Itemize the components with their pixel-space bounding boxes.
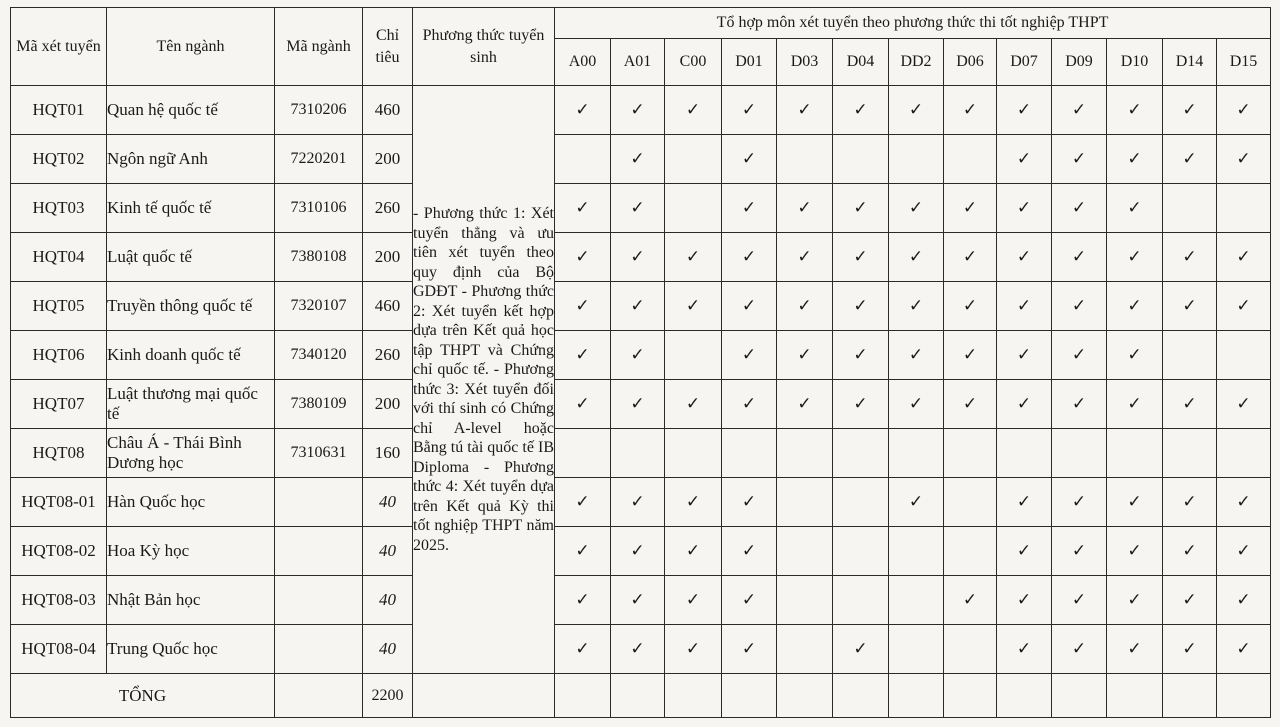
admission-code: HQT08-02 [11,527,107,576]
empty-cell [1217,331,1271,380]
check-icon: ✓ [833,184,889,233]
empty-cell [722,674,777,718]
empty-cell [275,674,363,718]
admission-code: HQT01 [11,86,107,135]
check-icon: ✓ [889,86,944,135]
empty-cell [1107,674,1163,718]
empty-cell [1217,674,1271,718]
check-icon: ✓ [833,282,889,331]
check-icon: ✓ [1052,282,1107,331]
check-icon: ✓ [1163,527,1217,576]
empty-cell [1163,331,1217,380]
check-icon: ✓ [944,233,997,282]
check-icon: ✓ [611,184,665,233]
check-icon: ✓ [1163,576,1217,625]
empty-cell [997,674,1052,718]
admission-code: HQT08-01 [11,478,107,527]
check-icon: ✓ [722,86,777,135]
check-icon: ✓ [665,527,722,576]
check-icon: ✓ [1217,478,1271,527]
admission-code: HQT04 [11,233,107,282]
check-icon: ✓ [889,282,944,331]
header-combo-d04: D04 [833,39,889,86]
check-icon: ✓ [1107,527,1163,576]
check-icon: ✓ [1107,625,1163,674]
check-icon: ✓ [555,282,611,331]
admission-code: HQT08-04 [11,625,107,674]
quota: 200 [363,135,413,184]
quota: 260 [363,184,413,233]
check-icon: ✓ [665,233,722,282]
header-combo-d09: D09 [1052,39,1107,86]
empty-cell [889,527,944,576]
empty-cell [1163,674,1217,718]
major-name: Truyền thông quốc tế [107,282,275,331]
check-icon: ✓ [1052,184,1107,233]
check-icon: ✓ [722,184,777,233]
empty-cell [555,135,611,184]
check-icon: ✓ [997,135,1052,184]
empty-cell [944,135,997,184]
header-combo-dd2: DD2 [889,39,944,86]
check-icon: ✓ [997,331,1052,380]
header-combo-d15: D15 [1217,39,1271,86]
major-code [275,527,363,576]
check-icon: ✓ [997,282,1052,331]
table-row [11,576,1271,625]
check-icon: ✓ [611,282,665,331]
check-icon: ✓ [889,478,944,527]
empty-cell [944,429,997,478]
check-icon: ✓ [1107,282,1163,331]
table-row [11,282,1271,331]
check-icon: ✓ [777,282,833,331]
check-icon: ✓ [777,184,833,233]
total-row [11,674,1271,718]
major-name: Châu Á - Thái Bình Dương học [107,429,275,478]
header-combo-c00: C00 [665,39,722,86]
check-icon: ✓ [777,233,833,282]
empty-cell [611,674,665,718]
major-name: Luật quốc tế [107,233,275,282]
check-icon: ✓ [997,478,1052,527]
header-combo-d06: D06 [944,39,997,86]
check-icon: ✓ [1052,625,1107,674]
check-icon: ✓ [997,527,1052,576]
check-icon: ✓ [722,625,777,674]
check-icon: ✓ [997,380,1052,429]
check-icon: ✓ [611,135,665,184]
check-icon: ✓ [1052,576,1107,625]
check-icon: ✓ [1052,380,1107,429]
empty-cell [665,135,722,184]
check-icon: ✓ [722,380,777,429]
check-icon: ✓ [555,625,611,674]
admission-code: HQT05 [11,282,107,331]
empty-cell [1217,429,1271,478]
check-icon: ✓ [1217,380,1271,429]
check-icon: ✓ [997,86,1052,135]
major-code: 7310631 [275,429,363,478]
major-name: Quan hệ quốc tế [107,86,275,135]
empty-cell [1163,429,1217,478]
check-icon: ✓ [555,576,611,625]
admission-methods: - Phương thức 1: Xét tuyển thẳng và ưu tiên xét tuyển theo quy định của Bộ GDĐT - Phương thức 2: Xét tuyển kết hợp dựa trên Kết quả học tập THPT và Chứng chỉ quốc tế. - Phương thức 3: Xét tuyển đối với thí sinh có Chứng chỉ A-level hoặc Bằng tú tài quốc tế IB Diploma - Phương thức 4: Xét tuyển dựa trên Kết quả Kỳ thi tốt nghiệp THPT năm 2025. [413,86,555,674]
check-icon: ✓ [889,380,944,429]
quota: 40 [363,625,413,674]
header-combo-d14: D14 [1163,39,1217,86]
check-icon: ✓ [1052,478,1107,527]
check-icon: ✓ [833,86,889,135]
check-icon: ✓ [722,331,777,380]
check-icon: ✓ [1217,527,1271,576]
check-icon: ✓ [1107,331,1163,380]
check-icon: ✓ [665,625,722,674]
empty-cell [777,576,833,625]
check-icon: ✓ [944,86,997,135]
check-icon: ✓ [833,331,889,380]
empty-cell [889,625,944,674]
check-icon: ✓ [997,184,1052,233]
check-icon: ✓ [1052,331,1107,380]
check-icon: ✓ [1107,478,1163,527]
check-icon: ✓ [611,527,665,576]
major-name: Ngôn ngữ Anh [107,135,275,184]
check-icon: ✓ [611,380,665,429]
major-code: 7310106 [275,184,363,233]
empty-cell [889,674,944,718]
check-icon: ✓ [611,86,665,135]
check-icon: ✓ [889,233,944,282]
check-icon: ✓ [611,478,665,527]
check-icon: ✓ [889,184,944,233]
header-to-hop: Tổ hợp môn xét tuyển theo phương thức thi tốt nghiệp THPT [555,8,1271,39]
check-icon: ✓ [997,625,1052,674]
quota: 40 [363,478,413,527]
empty-cell [1163,184,1217,233]
major-code: 7380109 [275,380,363,429]
empty-cell [777,625,833,674]
empty-cell [944,478,997,527]
check-icon: ✓ [1107,184,1163,233]
check-icon: ✓ [722,135,777,184]
check-icon: ✓ [1217,282,1271,331]
empty-cell [665,331,722,380]
check-icon: ✓ [1107,233,1163,282]
major-code [275,478,363,527]
empty-cell [1217,184,1271,233]
check-icon: ✓ [1217,625,1271,674]
major-name: Nhật Bản học [107,576,275,625]
admission-code: HQT02 [11,135,107,184]
check-icon: ✓ [1107,86,1163,135]
major-code [275,576,363,625]
check-icon: ✓ [555,527,611,576]
table-row [11,233,1271,282]
check-icon: ✓ [1107,576,1163,625]
major-code: 7310206 [275,86,363,135]
major-code: 7340120 [275,331,363,380]
check-icon: ✓ [1052,527,1107,576]
empty-cell [889,576,944,625]
empty-cell [722,429,777,478]
check-icon: ✓ [1217,233,1271,282]
check-icon: ✓ [722,478,777,527]
header-combo-d01: D01 [722,39,777,86]
quota: 460 [363,86,413,135]
header-combo-a01: A01 [611,39,665,86]
admissions-table [10,7,1271,718]
empty-cell [833,576,889,625]
check-icon: ✓ [611,331,665,380]
header-combo-a00: A00 [555,39,611,86]
check-icon: ✓ [555,233,611,282]
check-icon: ✓ [1163,625,1217,674]
check-icon: ✓ [665,86,722,135]
admission-code: HQT08 [11,429,107,478]
check-icon: ✓ [833,233,889,282]
check-icon: ✓ [997,233,1052,282]
check-icon: ✓ [889,331,944,380]
empty-cell [611,429,665,478]
total-label: TỔNG [11,674,275,718]
major-name: Luật thương mại quốc tế [107,380,275,429]
check-icon: ✓ [1107,135,1163,184]
empty-cell [555,674,611,718]
check-icon: ✓ [722,527,777,576]
table-row [11,86,1271,135]
check-icon: ✓ [611,625,665,674]
table-row [11,527,1271,576]
empty-cell [1052,429,1107,478]
check-icon: ✓ [777,86,833,135]
check-icon: ✓ [944,184,997,233]
major-name: Kinh tế quốc tế [107,184,275,233]
check-icon: ✓ [1163,478,1217,527]
check-icon: ✓ [1163,233,1217,282]
major-code [275,625,363,674]
empty-cell [833,527,889,576]
major-name: Kinh doanh quốc tế [107,331,275,380]
check-icon: ✓ [722,282,777,331]
check-icon: ✓ [722,233,777,282]
table-row [11,184,1271,233]
check-icon: ✓ [833,625,889,674]
header-ma-xet-tuyen: Mã xét tuyển [11,8,107,86]
check-icon: ✓ [944,380,997,429]
table-row [11,429,1271,478]
quota: 40 [363,576,413,625]
check-icon: ✓ [1163,282,1217,331]
header-phuong-thuc: Phương thức tuyển sinh [413,8,555,86]
check-icon: ✓ [1217,86,1271,135]
check-icon: ✓ [1107,380,1163,429]
major-code: 7380108 [275,233,363,282]
check-icon: ✓ [1163,86,1217,135]
check-icon: ✓ [665,380,722,429]
check-icon: ✓ [555,331,611,380]
check-icon: ✓ [555,184,611,233]
admission-code: HQT07 [11,380,107,429]
empty-cell [833,135,889,184]
empty-cell [777,674,833,718]
admission-code: HQT03 [11,184,107,233]
empty-cell [944,527,997,576]
empty-cell [777,135,833,184]
empty-cell [665,674,722,718]
empty-cell [833,478,889,527]
quota: 40 [363,527,413,576]
header-combo-d10: D10 [1107,39,1163,86]
check-icon: ✓ [944,576,997,625]
empty-cell [665,429,722,478]
quota: 460 [363,282,413,331]
check-icon: ✓ [611,576,665,625]
quota: 260 [363,331,413,380]
header-combo-d03: D03 [777,39,833,86]
table-row [11,331,1271,380]
check-icon: ✓ [1217,576,1271,625]
check-icon: ✓ [944,331,997,380]
check-icon: ✓ [722,576,777,625]
check-icon: ✓ [665,576,722,625]
table-row [11,625,1271,674]
admission-code: HQT08-03 [11,576,107,625]
check-icon: ✓ [1052,233,1107,282]
major-name: Hoa Kỳ học [107,527,275,576]
check-icon: ✓ [555,380,611,429]
major-code: 7320107 [275,282,363,331]
header-ten-nganh: Tên ngành [107,8,275,86]
quota: 160 [363,429,413,478]
quota: 200 [363,380,413,429]
check-icon: ✓ [1052,86,1107,135]
check-icon: ✓ [1052,135,1107,184]
empty-cell [944,674,997,718]
empty-cell [777,527,833,576]
table-row [11,380,1271,429]
check-icon: ✓ [944,282,997,331]
empty-cell [413,674,555,718]
header-ma-nganh: Mã ngành [275,8,363,86]
empty-cell [1052,674,1107,718]
empty-cell [1107,429,1163,478]
check-icon: ✓ [833,380,889,429]
major-code: 7220201 [275,135,363,184]
check-icon: ✓ [777,331,833,380]
empty-cell [833,429,889,478]
check-icon: ✓ [997,576,1052,625]
header-chi-tieu: Chỉ tiêu [363,8,413,86]
empty-cell [777,478,833,527]
empty-cell [944,625,997,674]
empty-cell [833,674,889,718]
check-icon: ✓ [1217,135,1271,184]
check-icon: ✓ [665,478,722,527]
empty-cell [889,429,944,478]
empty-cell [997,429,1052,478]
check-icon: ✓ [555,478,611,527]
empty-cell [665,184,722,233]
empty-cell [889,135,944,184]
check-icon: ✓ [611,233,665,282]
admission-code: HQT06 [11,331,107,380]
check-icon: ✓ [555,86,611,135]
table-row [11,478,1271,527]
major-name: Hàn Quốc học [107,478,275,527]
major-name: Trung Quốc học [107,625,275,674]
empty-cell [555,429,611,478]
quota: 200 [363,233,413,282]
check-icon: ✓ [1163,135,1217,184]
header-combo-d07: D07 [997,39,1052,86]
check-icon: ✓ [665,282,722,331]
check-icon: ✓ [777,380,833,429]
check-icon: ✓ [1163,380,1217,429]
table-row [11,135,1271,184]
empty-cell [777,429,833,478]
total-value: 2200 [363,674,413,718]
